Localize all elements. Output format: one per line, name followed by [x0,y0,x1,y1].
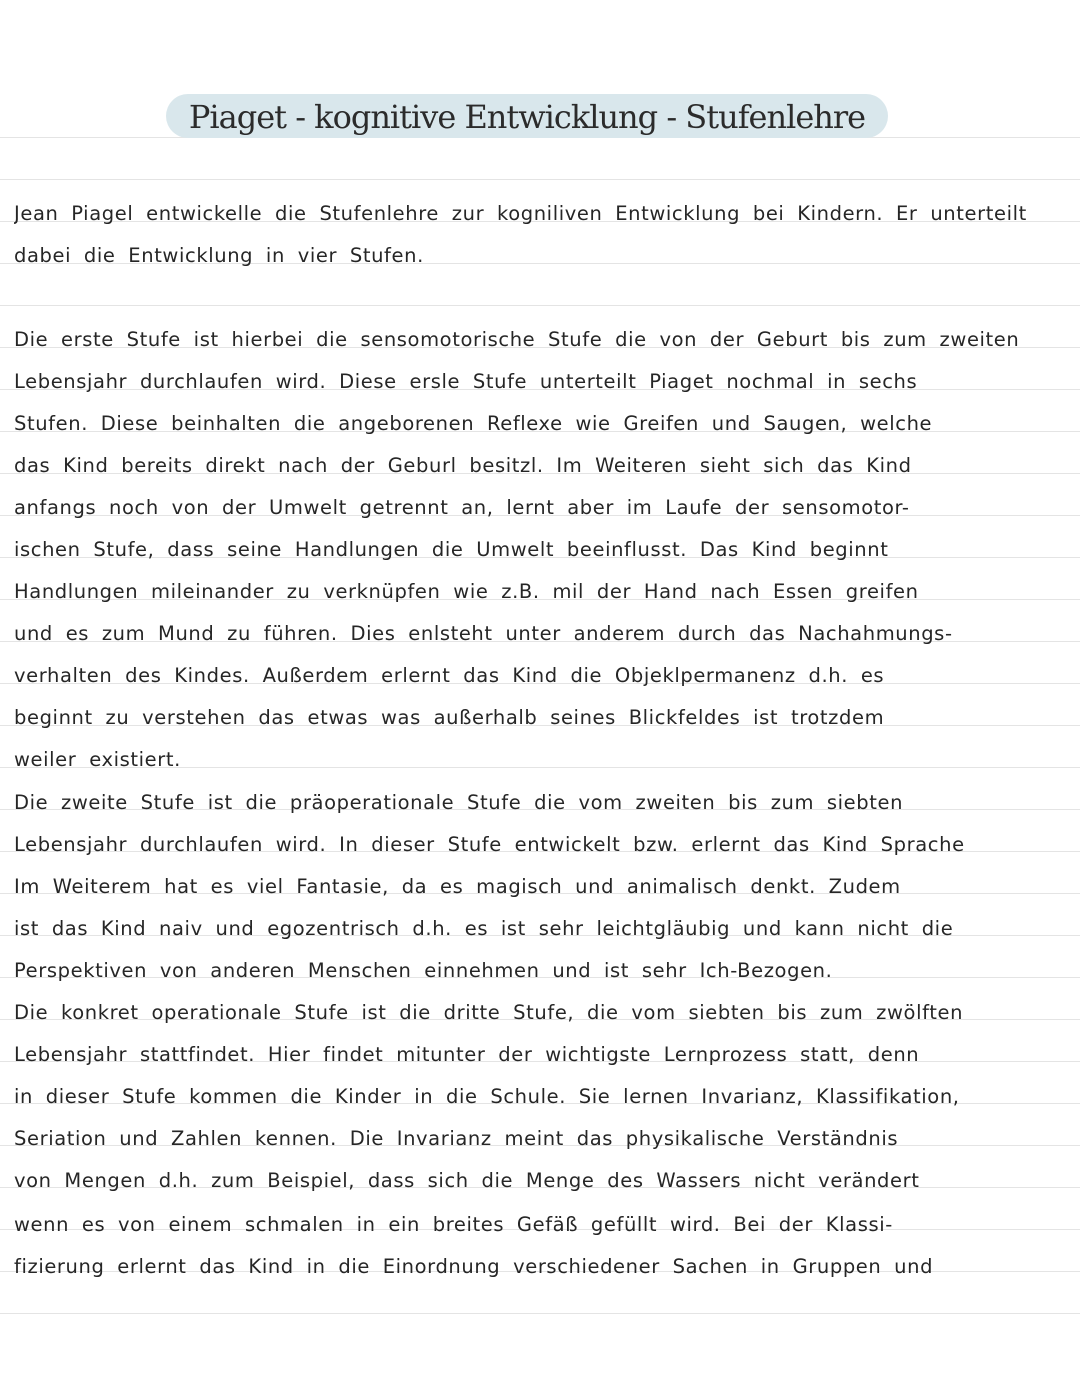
text-line: fizierung erlernt das Kind in die Einordnung verschiedener Sachen in Gruppen und [14,1255,934,1278]
text-line: Stufen. Diese beinhalten die angeborenen Reflexe wie Greifen und Saugen, welche [14,412,933,435]
text-line: von Mengen d.h. zum Beispiel, dass sich die Menge des Wassers nicht verändert [14,1169,920,1192]
text-line: Lebensjahr durchlaufen wird. In dieser Stufe entwickelt bzw. erlernt das Kind Sprache [14,833,965,856]
text-line: Die erste Stufe ist hierbei die sensomotorische Stufe die von der Geburt bis zum zweiten [14,328,1020,351]
text-line: beginnt zu verstehen das etwas was außerhalb seines Blickfeldes ist trotzdem [14,706,885,729]
text-line: Lebensjahr durchlaufen wird. Diese ersle Stufe unterteilt Piaget nochmal in sechs [14,370,918,393]
text-line: in dieser Stufe kommen die Kinder in die Schule. Sie lernen Invarianz, Klassifikation, [14,1085,960,1108]
text-line: ist das Kind naiv und egozentrisch d.h. es ist sehr leichtgläubig und kann nicht die [14,917,954,940]
text-line: Die konkret operationale Stufe ist die dritte Stufe, die vom siebten bis zum zwölften [14,1001,964,1024]
text-line: und es zum Mund zu führen. Dies enlsteht unter anderem durch das Nachahmungs- [14,622,953,645]
text-line: ischen Stufe, dass seine Handlungen die Umwelt beeinflusst. Das Kind beginnt [14,538,889,561]
page-title: Piaget - kognitive Entwicklung - Stufenlehre [188,98,866,136]
text-line: Im Weiterem hat es viel Fantasie, da es magisch und animalisch denkt. Zudem [14,875,901,898]
text-line: das Kind bereits direkt nach der Geburl besitzl. Im Weiteren sieht sich das Kind [14,454,912,477]
text-line: Jean Piagel entwickelle die Stufenlehre zur kogniliven Entwicklung bei Kindern. Er unterteilt [14,202,1027,225]
text-line: wenn es von einem schmalen in ein breites Gefäß gefüllt wird. Bei der Klassi- [14,1213,893,1236]
text-line: Lebensjahr stattfindet. Hier findet mitunter der wichtigste Lernprozess statt, denn [14,1043,920,1066]
text-line: Handlungen mileinander zu verknüpfen wie z.B. mil der Hand nach Essen greifen [14,580,919,603]
text-line: Seriation und Zahlen kennen. Die Invarianz meint das physikalische Verständnis [14,1127,899,1150]
text-line: weiler existiert. [14,748,181,771]
text-line: anfangs noch von der Umwelt getrennt an, lernt aber im Laufe der sensomotor- [14,496,910,519]
text-line: Perspektiven von anderen Menschen einnehmen und ist sehr Ich-Bezogen. [14,959,833,982]
text-line: dabei die Entwicklung in vier Stufen. [14,244,424,267]
text-line: verhalten des Kindes. Außerdem erlernt das Kind die Objeklpermanenz d.h. es [14,664,885,687]
text-line: Die zweite Stufe ist die präoperationale Stufe die vom zweiten bis zum siebten [14,791,904,814]
